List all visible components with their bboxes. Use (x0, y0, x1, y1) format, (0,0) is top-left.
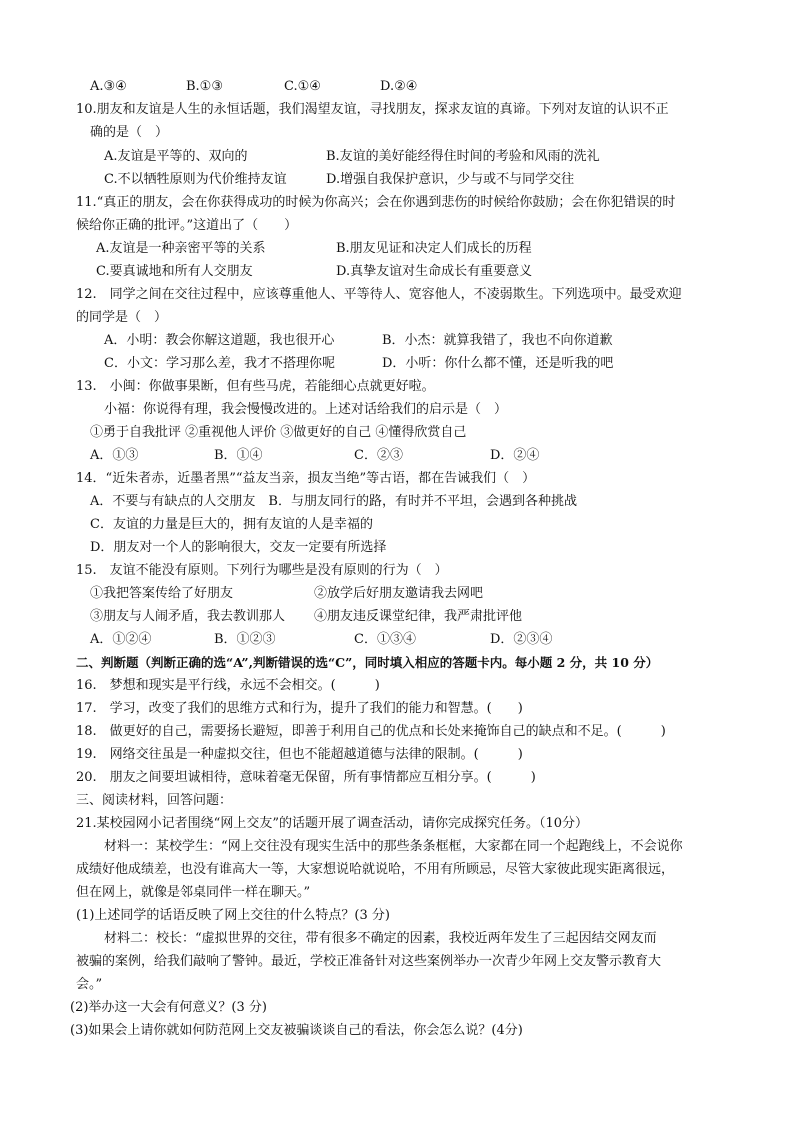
q12-option-d: D．小听：你什么都不懂，还是听我的吧 (382, 356, 614, 371)
q13-stem-line2: 小福：你说得有理，我会慢慢改进的。上述对话给我们的启示是（ ） (104, 402, 508, 417)
q14-option-c: C．友谊的力量是巨大的，拥有友谊的人是幸福的 (90, 517, 373, 532)
q14-option-d: D．朋友对一个人的影响很大，交友一定要有所选择 (90, 540, 387, 555)
q15-stem: 15. 友谊不能没有原则。下列行为哪些是没有原则的行为（ ） (76, 563, 448, 578)
q9-option-c: C.①④ (284, 79, 321, 94)
material1-line1: 材料一：某校学生：“网上交往没有现实生活中的那些条条框框，大家都在同一个起跑线上，不会说你 (104, 839, 683, 854)
q21-sub1: (1)上述同学的话语反映了网上交往的什么特点？(3 分) (76, 908, 390, 923)
q9-option-a: A.③④ (90, 79, 127, 94)
q11-option-d: D.真挚友谊对生命成长有重要意义 (336, 264, 533, 279)
q11-option-a: A.友谊是一种亲密平等的关系 (96, 241, 266, 256)
q15-item-4: ④朋友违反课堂纪律，我严肃批评他 (314, 609, 523, 624)
q10-stem-line1: 10.朋友和友谊是人生的永恒话题，我们渴望友谊，寻找朋友，探求友谊的真谛。下列对友谊的认识不正 (76, 102, 669, 117)
q11-stem-line2: 候给你正确的批评。”这道出了（ ） (76, 218, 298, 233)
q13-items: ①勇于自我批评 ②重视他人评价 ③做更好的自己 ④懂得欣赏自己 (90, 425, 467, 440)
material2-line1: 材料二：校长：“虚拟世界的交往，带有很多不确定的因素，我校近两年发生了三起因结交网友而 (104, 931, 657, 946)
q21-sub3: (3)如果会上请你就如何防范网上交友被骗谈谈自己的看法，你会怎么说？(4分) (70, 1023, 523, 1038)
q14-option-ab: A．不要与有缺点的人交朋友 B．与朋友同行的路，有时并不平坦，会遇到各种挑战 (90, 494, 577, 509)
q15-option-b: B．①②③ (214, 632, 276, 647)
q12-option-b: B．小杰：就算我错了，我也不向你道歉 (382, 333, 613, 348)
q15-item-2: ②放学后好朋友邀请我去网吧 (314, 586, 484, 601)
q9-option-d: D.②④ (380, 79, 418, 94)
q13-stem-line1: 13. 小闽：你做事果断，但有些马虎，若能细心点就更好啦。 (76, 379, 435, 394)
q10-option-a: A.友谊是平等的、双向的 (104, 149, 248, 164)
tf-item-20: 20. 朋友之间要坦诚相待，意味着毫无保留，所有事情都应互相分享。( ) (76, 770, 536, 785)
q11-option-c: C.要真诚地和所有人交朋友 (96, 264, 253, 279)
q13-option-a: A．①③ (90, 448, 139, 463)
q11-stem-line1: 11.“真正的朋友，会在你获得成功的时候为你高兴；会在你遇到悲伤的时候给你鼓励；会在你犯错误的时 (76, 195, 676, 210)
q15-item-3: ③朋友与人闹矛盾，我去教训那人 (90, 609, 286, 624)
tf-item-17: 17. 学习，改变了我们的思维方式和行为，提升了我们的能力和智慧。( ) (76, 701, 523, 716)
section2-heading: 二、判断题（判断正确的选“A”,判断错误的选“C”，同时填入相应的答题卡内。每小题 2 分，共 10 分） (76, 655, 659, 670)
q13-option-d: D．②④ (490, 448, 540, 463)
q9-option-b: B.①③ (186, 79, 223, 94)
q12-option-c: C．小文：学习那么差，我才不搭理你呢 (104, 356, 335, 371)
material1-line2: 成绩好他成绩差，也没有谁高大一等，大家想说哈就说哈，不用有所顾忌，尽管大家彼此现实距离很远， (76, 862, 675, 877)
tf-item-18: 18. 做更好的自己，需要扬长避短，即善于利用自己的优点和长处来掩饰自己的缺点和不足。( ) (76, 724, 666, 739)
tf-item-19: 19. 网络交往虽是一种虚拟交往，但也不能超越道德与法律的限制。( ) (76, 747, 523, 762)
q10-stem-line2: 确的是（ ） (90, 125, 169, 140)
q21-stem: 21.某校园网小记者围绕“网上交友”的话题开展了调查活动，请你完成探究任务。（10分） (76, 816, 589, 831)
q13-option-c: C．②③ (354, 448, 403, 463)
section3-heading: 三、阅读材料，回答问题： (76, 793, 233, 808)
q15-option-d: D．②③④ (490, 632, 553, 647)
q13-option-b: B．①④ (214, 448, 263, 463)
q15-option-c: C．①③④ (354, 632, 416, 647)
q10-option-b: B.友谊的美好能经得住时间的考验和风雨的洗礼 (326, 149, 600, 164)
q14-stem: 14．“近朱者赤，近墨者黑”“益友当亲，损友当绝”等古语，都在告诫我们（ ） (76, 471, 536, 486)
material2-line2: 被骗的案例，给我们敲响了警钟。最近，学校正准备针对这些案例举办一次青少年网上交友警示教育大 (76, 954, 662, 969)
material2-line3: 会。” (76, 977, 103, 992)
q12-stem-line2: 的同学是（ ） (76, 310, 168, 325)
tf-item-16: 16. 梦想和现实是平行线，永远不会相交。( ) (76, 678, 380, 693)
q11-option-b: B.朋友见证和决定人们成长的历程 (336, 241, 532, 256)
q10-option-d: D.增强自我保护意识，少与或不与同学交往 (326, 172, 575, 187)
q12-stem-line1: 12. 同学之间在交往过程中，应该尊重他人、平等待人、宽容他人，不凌弱欺生。下列选项中。最受欢迎 (76, 287, 682, 302)
q10-option-c: C.不以牺牲原则为代价维持友谊 (104, 172, 287, 187)
q12-option-a: A．小明：教会你解这道题，我也很开心 (104, 333, 335, 348)
q15-option-a: A．①②④ (90, 632, 152, 647)
q21-sub2: (2)举办这一大会有何意义？(3 分) (70, 1000, 267, 1015)
q15-item-1: ①我把答案传给了好朋友 (90, 586, 234, 601)
material1-line3: 但在网上，就像是邻桌同伴一样在聊天。” (76, 885, 311, 900)
